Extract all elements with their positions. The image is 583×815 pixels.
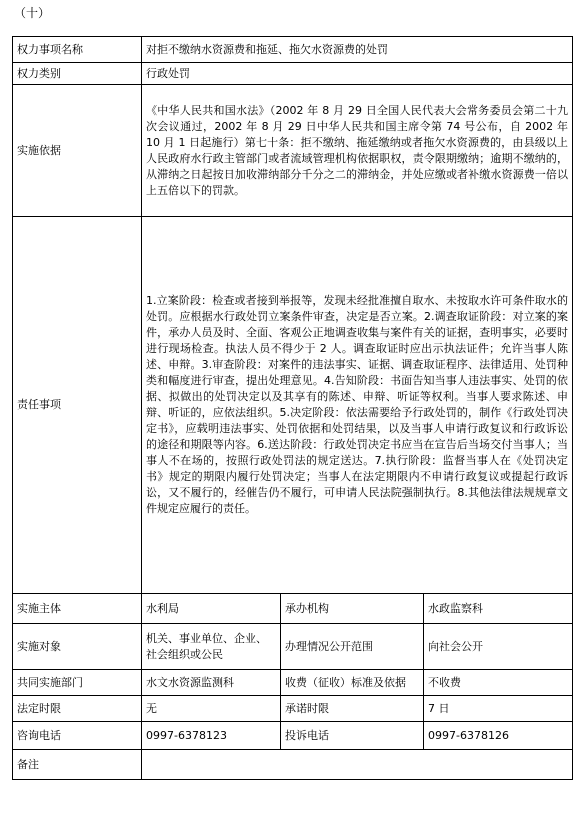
handling-org-value: 水政监察科 [424,594,573,624]
promised-deadline-label: 承诺时限 [281,696,424,722]
disclosure-scope-value: 向社会公开 [424,624,573,670]
power-item-table [12,36,573,780]
section-heading: （十） [14,6,51,20]
target-label: 实施对象 [13,624,142,670]
remarks-value [142,750,573,780]
legal-deadline-label: 法定时限 [13,696,142,722]
inquiry-phone-label: 咨询电话 [13,722,142,750]
responsibility-value: 1.立案阶段：检查或者接到举报等，发现未经批准擅自取水、未按取水许可条件取水的处罚。应根据水行政处罚立案条件审查，决定是否立案。2.调查取证阶段：对立案的案件，承办人员及时、全面、客观公正地调查收集与案件有关的证据，查明事实，必要时进行现场检查。执法人员不得少于 2 人。调查取证时应出示执法证件；允许当事人陈述、申辩。3.审查阶段：对案件的违法事实、证据、调查取证程序、法律适用、处罚种类和幅度进行审查，提出处理意见。4.告知阶段：书面告知当事人违法事实、处罚的依据、拟做出的处罚决定以及其享有的陈述、申辩、听证等权利。当事人要求陈述、申辩、听证的，应依法组织。5.决定阶段：依法需要给予行政处罚的，制作《行政处罚决定书》，应载明违法事实、处罚依据和处罚结果，以及当事人申请行政复议和行政诉讼的途径和期限等内容。6.送达阶段：行政处罚决定书应当在宣告后当场交付当事人；当事人不在场的，按照行政处罚法的规定送达。7.执行阶段：监督当事人在《处罚决定书》规定的期限内履行处罚决定；当事人在法定期限内不申请行政复议或提起行政诉讼，又不履行的，经催告仍不履行，可申请人民法院强制执行。8.其他法律法规规章文件规定应履行的责任。 [142,217,573,594]
handling-org-label: 承办机构 [281,594,424,624]
row-phone [13,722,573,750]
joint-dept-label: 共同实施部门 [13,670,142,696]
power-name-label: 权力事项名称 [13,37,142,63]
row-power-type [13,63,573,85]
row-basis [13,85,573,217]
legal-deadline-value: 无 [142,696,281,722]
row-remarks [13,750,573,780]
row-target [13,624,573,670]
joint-dept-value: 水文水资源监测科 [142,670,281,696]
remarks-label: 备注 [13,750,142,780]
complaint-phone-label: 投诉电话 [281,722,424,750]
subject-value: 水利局 [142,594,281,624]
power-name-value: 对拒不缴纳水资源费和拖延、拖欠水资源费的处罚 [142,37,573,63]
row-power-name [13,37,573,63]
fee-standard-value: 不收费 [424,670,573,696]
basis-label: 实施依据 [13,85,142,217]
target-value: 机关、事业单位、企业、社会组织或公民 [142,624,281,670]
row-joint [13,670,573,696]
responsibility-label: 责任事项 [13,217,142,594]
subject-label: 实施主体 [13,594,142,624]
power-type-value: 行政处罚 [142,63,573,85]
row-subject [13,594,573,624]
disclosure-scope-label: 办理情况公开范围 [281,624,424,670]
complaint-phone-value: 0997-6378126 [424,722,573,750]
power-type-label: 权力类别 [13,63,142,85]
promised-deadline-value: 7 日 [424,696,573,722]
inquiry-phone-value: 0997-6378123 [142,722,281,750]
row-deadline [13,696,573,722]
basis-value: 《中华人民共和国水法》（2002 年 8 月 29 日全国人民代表大会常务委员会第二十九次会议通过，2002 年 8 月 29 日中华人民共和国主席令第 74 号公布，自 2002 年 10 月 1 日起施行）第七十条：拒不缴纳、拖延缴纳或者拖欠水资源费的，由县级以上人民政府水行政主管部门或者流域管理机构依据职权，责令限期缴纳；逾期不缴纳的，从滞纳之日起按日加收滞纳部分千分之二的滞纳金，并处应缴或者补缴水资源费一倍以上五倍以下的罚款。 [142,85,573,217]
row-responsibility [13,217,573,594]
fee-standard-label: 收费（征收）标准及依据 [281,670,424,696]
